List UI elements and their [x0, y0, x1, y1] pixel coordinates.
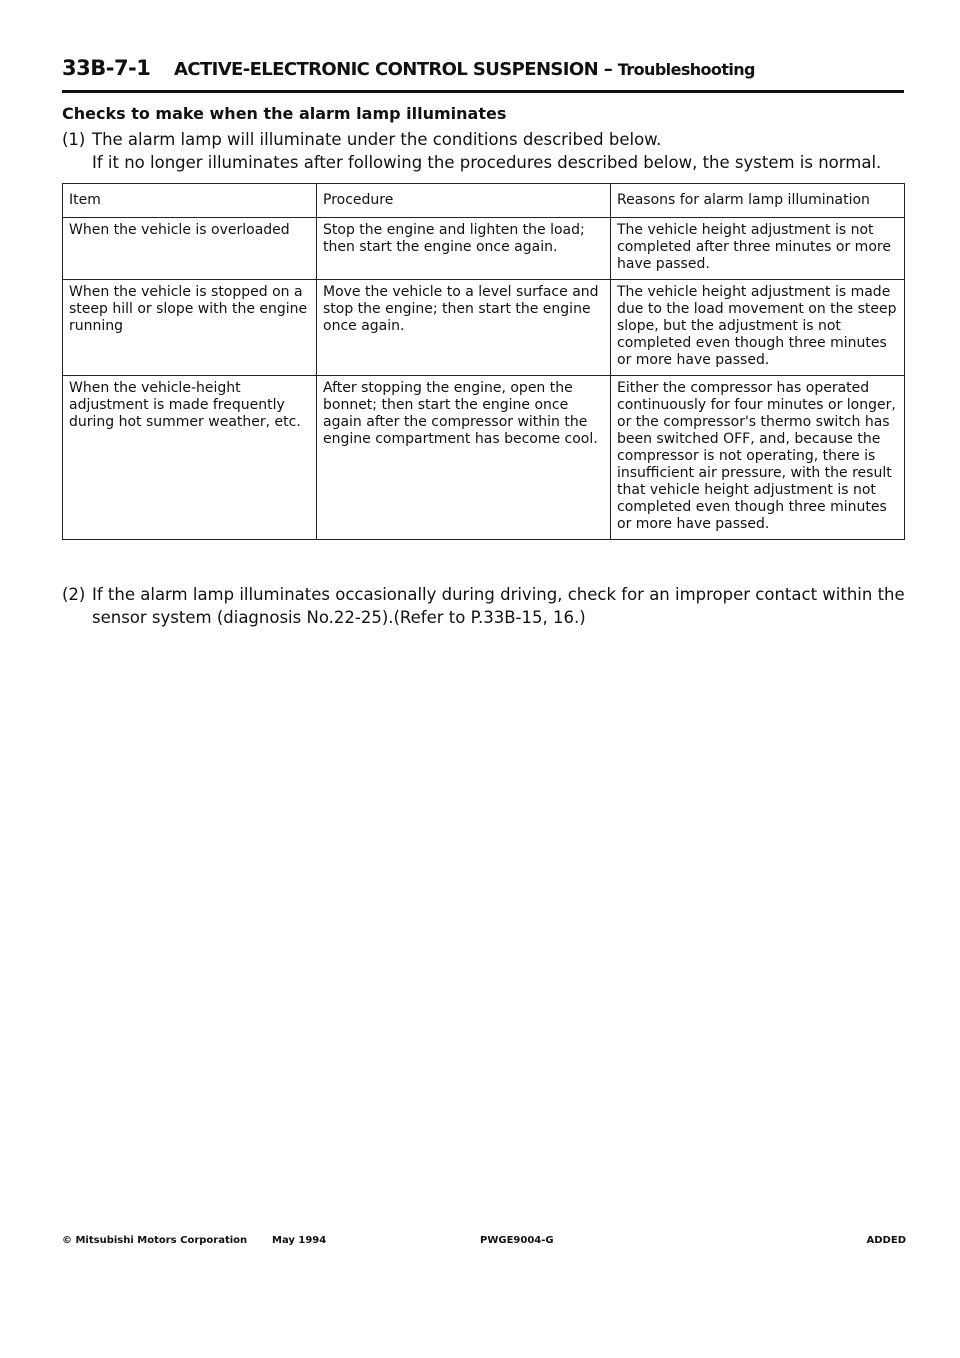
cell-item: When the vehicle is overloaded	[63, 218, 317, 280]
footer-doc-code: PWGE9004-G	[480, 1235, 554, 1246]
cell-item: When the vehicle is stopped on a steep hill or slope with the engine running	[63, 280, 317, 376]
cell-procedure: Stop the engine and lighten the load; then start the engine once again.	[317, 218, 611, 280]
footer-date: May 1994	[272, 1235, 327, 1246]
note-paragraph	[62, 583, 912, 629]
header-item: Item	[63, 184, 317, 218]
intro-paragraph	[62, 128, 912, 174]
table-header-row	[63, 184, 905, 218]
note-line-2: sensor system (diagnosis No.22-25).(Refer to P.33B-15, 16.)	[92, 608, 586, 627]
cell-item: When the vehicle-height adjustment is made frequently during hot summer weather, etc.	[63, 376, 317, 540]
section-heading: Checks to make when the alarm lamp illuminates	[62, 104, 507, 123]
cell-procedure: After stopping the engine, open the bonnet; then start the engine once again after the compressor within the engine compartment has become cool.	[317, 376, 611, 540]
table-row	[63, 218, 905, 280]
footer-status: ADDED	[866, 1235, 906, 1246]
intro-number: (1)	[62, 130, 86, 149]
title-separator: –	[603, 59, 613, 80]
header-procedure: Procedure	[317, 184, 611, 218]
page-header	[62, 56, 904, 93]
footer-copyright: © Mitsubishi Motors Corporation	[62, 1235, 248, 1246]
intro-line-2: If it no longer illuminates after following the procedures described below, the system is normal.	[92, 153, 882, 172]
title-text: ACTIVE-ELECTRONIC CONTROL SUSPENSION	[174, 59, 599, 80]
note-number: (2)	[62, 585, 86, 604]
section-code: 33B-7-1	[62, 56, 151, 80]
table-row	[63, 376, 905, 540]
note-line-1: If the alarm lamp illuminates occasionally during driving, check for an improper contact within the	[92, 585, 905, 604]
title-subtitle: Troubleshooting	[617, 60, 755, 79]
page-title	[174, 59, 755, 80]
cell-reason: Either the compressor has operated continuously for four minutes or longer, or the compressor's thermo switch has been switched OFF, and, because the compressor is not operating, there is insufficient air pressure, with the result that vehicle height adjustment is not completed even though three minutes or more have passed.	[611, 376, 905, 540]
table-row	[63, 280, 905, 376]
header-reasons: Reasons for alarm lamp illumination	[611, 184, 905, 218]
cell-reason: The vehicle height adjustment is made due to the load movement on the steep slope, but the adjustment is not completed even though three minutes or more have passed.	[611, 280, 905, 376]
intro-line-1: The alarm lamp will illuminate under the conditions described below.	[92, 130, 662, 149]
cell-reason: The vehicle height adjustment is not completed after three minutes or more have passed.	[611, 218, 905, 280]
cell-procedure: Move the vehicle to a level surface and stop the engine; then start the engine once again.	[317, 280, 611, 376]
alarm-conditions-table	[62, 183, 905, 540]
